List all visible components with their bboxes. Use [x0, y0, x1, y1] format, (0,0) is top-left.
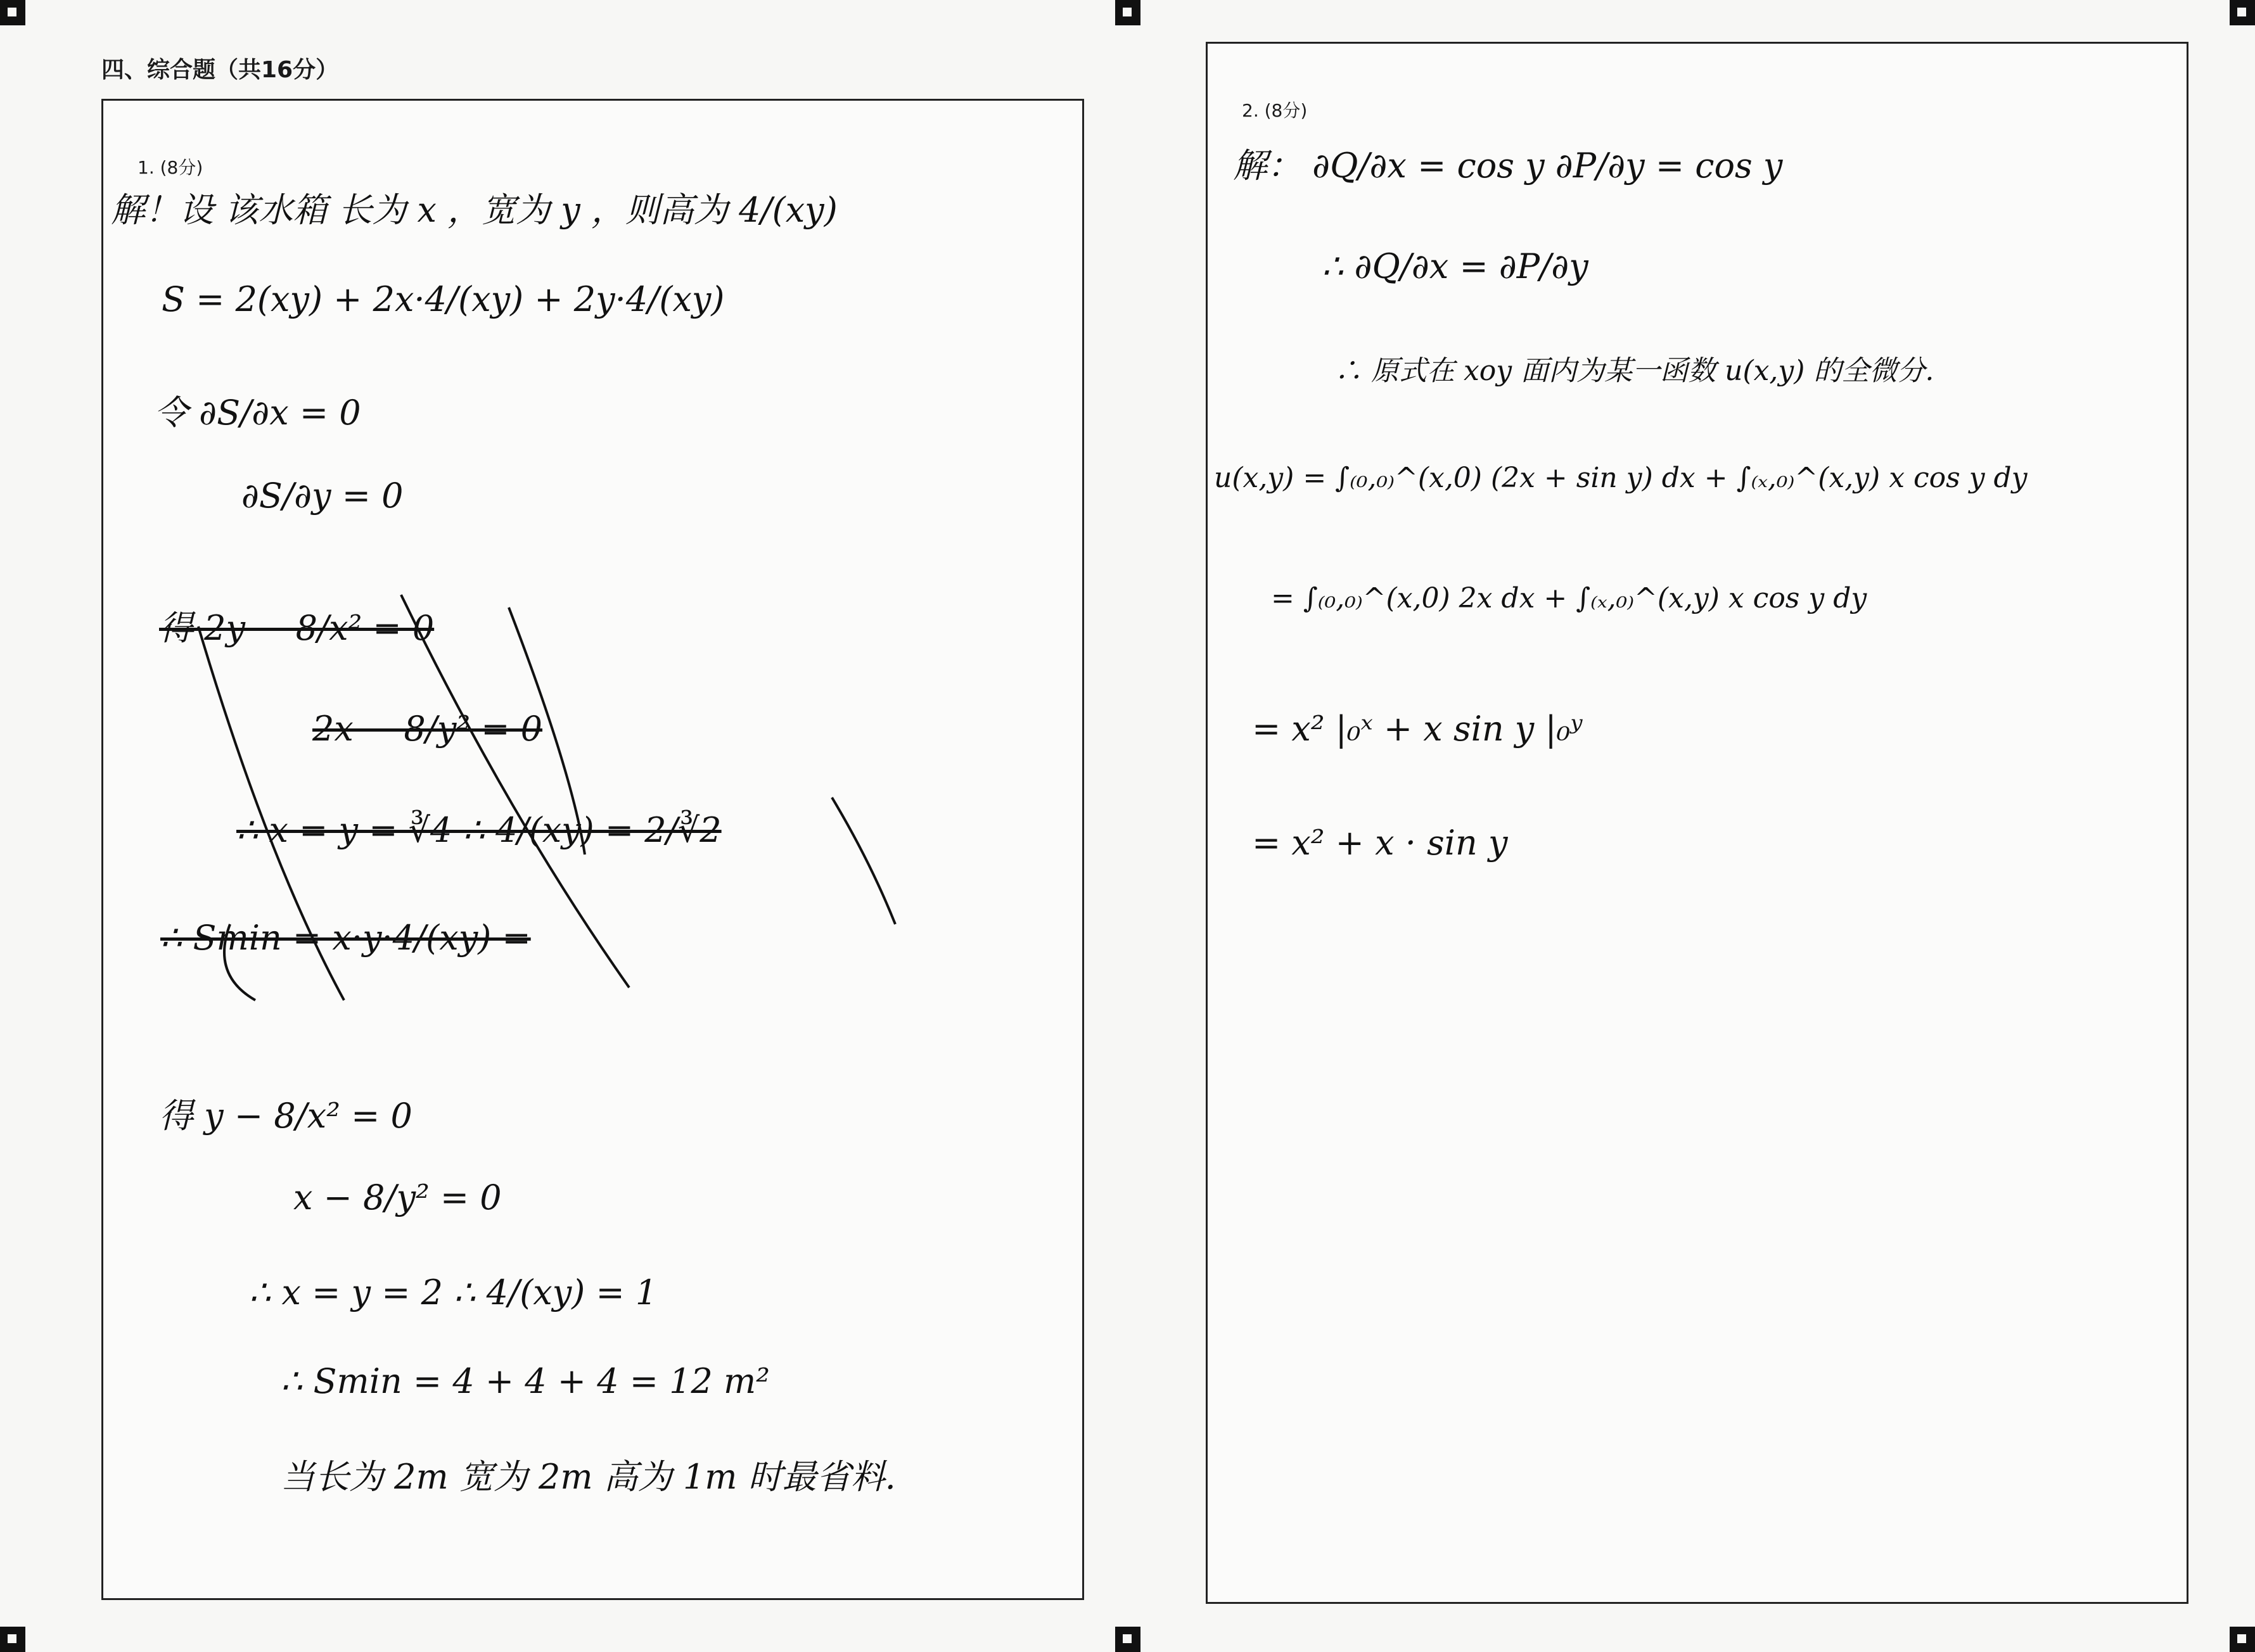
q2-line-partials: 解： ∂Q/∂x = cos y ∂P/∂y = cos y: [1233, 146, 1783, 186]
section-title: 四、综合题（共16分）: [101, 57, 339, 83]
q2-line-result: = x² + x · sin y: [1252, 823, 1508, 863]
q1-line-crossed-1: 得 2y − 8/x² = 0: [159, 608, 435, 648]
q1-line-let-dsdx: 令 ∂S/∂x = 0: [154, 393, 361, 433]
q1-line-crossed-4: ∴ Smin = x·y·4/(xy) =: [160, 918, 531, 958]
corner-marker-top-center: [1115, 0, 1140, 25]
corner-marker-top-right: [2230, 0, 2255, 25]
q1-line-dsdy: ∂S/∂y = 0: [241, 476, 404, 516]
q1-line-smin: ∴ Smin = 4 + 4 + 4 = 12 m²: [281, 1361, 770, 1401]
q2-line-evaluated: = x² |₀ˣ + x sin y |₀ʸ: [1252, 709, 1583, 749]
corner-marker-top-left: [0, 0, 25, 25]
answer-box-q1: [101, 99, 1084, 1600]
q2-line-integral-setup: u(x,y) = ∫₍₀,₀₎^(x,0) (2x + sin y) dx + ∫₍ₓ,₀₎^(x,y) x cos y dy: [1214, 462, 2028, 494]
corner-marker-bottom-left: [0, 1627, 25, 1652]
q1-line-crossed-2: 2x − 8/y² = 0: [312, 709, 543, 749]
q1-strike-marks: [103, 101, 1082, 1598]
q1-label: 1. (8分): [137, 157, 203, 178]
q2-line-exact-differential: ∴ 原式在 xoy 面内为某一函数 u(x,y) 的全微分.: [1334, 355, 1934, 387]
answer-box-q2: [1206, 42, 2188, 1604]
q1-line-setup: 解！设 该水箱 长为 x ，宽为 y ，则高为 4/(xy): [111, 190, 838, 230]
q2-label: 2. (8分): [1242, 100, 1308, 121]
q2-line-integral-simplified: = ∫₍₀,₀₎^(x,0) 2x dx + ∫₍ₓ,₀₎^(x,y) x cos y dy: [1271, 582, 1867, 614]
q1-line-surface-area: S = 2(xy) + 2x·4/(xy) + 2y·4/(xy): [162, 279, 725, 319]
corner-marker-bottom-center: [1115, 1627, 1140, 1652]
q1-line-gradient-x: 得 y − 8/x² = 0: [159, 1096, 412, 1136]
q2-line-equal-partials: ∴ ∂Q/∂x = ∂P/∂y: [1322, 246, 1588, 286]
q1-line-conclusion: 当长为 2m 宽为 2m 高为 1m 时最省料.: [281, 1457, 896, 1497]
q1-line-crossed-3: ∴ x = y = ∛4 ∴ 4/(xy) = 2/∛2: [236, 810, 722, 850]
q1-line-gradient-y: x − 8/y² = 0: [293, 1178, 502, 1217]
corner-marker-bottom-right: [2230, 1627, 2255, 1652]
q1-line-solution: ∴ x = y = 2 ∴ 4/(xy) = 1: [249, 1273, 658, 1312]
